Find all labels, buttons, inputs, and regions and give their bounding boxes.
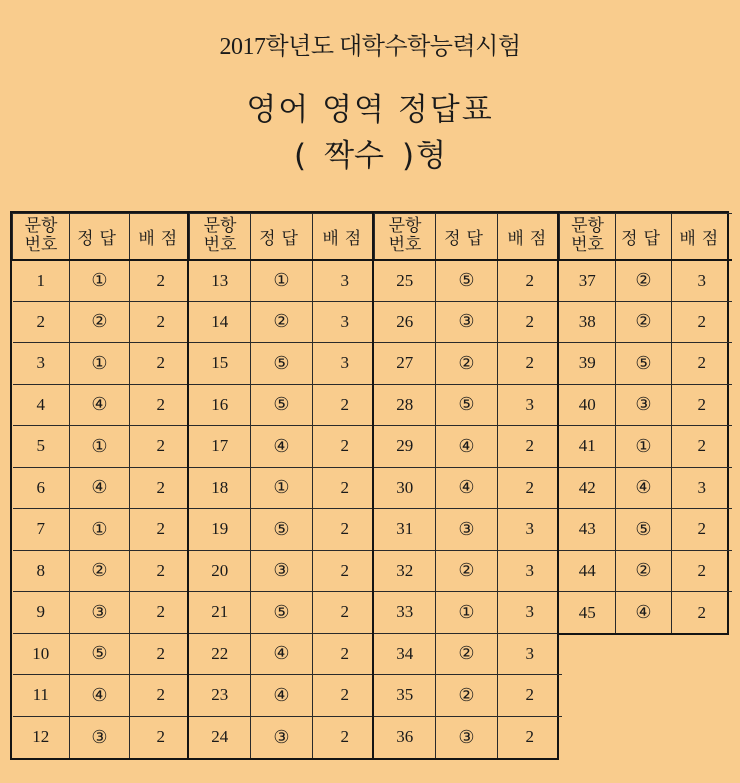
score-cell: 2 — [313, 467, 377, 509]
column-header-score: 배점 — [313, 214, 377, 260]
answer-cell: ② — [616, 550, 672, 592]
answer-cell: ⑤ — [436, 260, 498, 302]
table-row — [13, 467, 192, 509]
question-number: 11 — [13, 675, 70, 717]
score-cell: 2 — [130, 384, 192, 426]
score-cell: 2 — [130, 633, 192, 675]
table-row — [190, 509, 377, 551]
score-cell: 3 — [498, 592, 562, 634]
score-cell: 3 — [672, 467, 732, 509]
score-cell: 3 — [313, 301, 377, 343]
question-number: 31 — [375, 509, 436, 551]
score-cell: 2 — [130, 467, 192, 509]
answer-cell: ⑤ — [616, 343, 672, 385]
answer-cell: ④ — [616, 467, 672, 509]
question-number: 27 — [375, 343, 436, 385]
score-cell: 2 — [313, 509, 377, 551]
question-number: 41 — [560, 426, 616, 468]
header-row — [375, 214, 562, 260]
table-row — [560, 301, 732, 343]
answer-cell: ② — [436, 675, 498, 717]
score-cell: 2 — [672, 509, 732, 551]
answer-cell: ⑤ — [436, 384, 498, 426]
answer-cell: ④ — [251, 675, 313, 717]
score-cell: 2 — [130, 592, 192, 634]
table-row — [13, 592, 192, 634]
answer-cell: ③ — [436, 301, 498, 343]
answer-cell: ④ — [70, 675, 130, 717]
score-cell: 2 — [313, 550, 377, 592]
table-row — [13, 384, 192, 426]
answer-cell: ③ — [251, 716, 313, 758]
table-row — [375, 467, 562, 509]
answer-cell: ① — [70, 343, 130, 385]
question-number: 43 — [560, 509, 616, 551]
column-header-number-line2: 번호 — [203, 235, 237, 256]
column-header-number-line1: 문항 — [24, 216, 58, 237]
column-header-score: 배점 — [130, 214, 192, 260]
score-cell: 2 — [672, 343, 732, 385]
answer-cell: ① — [616, 426, 672, 468]
table-row — [190, 550, 377, 592]
header-row — [190, 214, 377, 260]
score-cell: 2 — [313, 633, 377, 675]
table-row — [375, 384, 562, 426]
question-number: 36 — [375, 716, 436, 758]
table-row — [13, 633, 192, 675]
column-header-number-line1: 문항 — [571, 216, 604, 237]
answer-cell: ③ — [251, 550, 313, 592]
score-cell: 2 — [498, 467, 562, 509]
question-number: 22 — [190, 633, 251, 675]
question-number: 24 — [190, 716, 251, 758]
table-row — [375, 509, 562, 551]
answer-cell: ⑤ — [251, 509, 313, 551]
question-number: 26 — [375, 301, 436, 343]
table-row — [375, 550, 562, 592]
answer-cell: ⑤ — [251, 384, 313, 426]
table-row — [375, 426, 562, 468]
score-cell: 2 — [313, 592, 377, 634]
answer-cell: ① — [251, 467, 313, 509]
answer-cell: ② — [436, 633, 498, 675]
table-row — [375, 301, 562, 343]
table-row — [375, 633, 562, 675]
answer-cell: ③ — [436, 509, 498, 551]
score-cell: 3 — [498, 384, 562, 426]
answer-group-1 — [10, 211, 189, 760]
question-number: 40 — [560, 384, 616, 426]
score-cell: 3 — [672, 260, 732, 302]
table-row — [560, 550, 732, 592]
answer-cell: ① — [251, 260, 313, 302]
exam-type-suffix: 형 — [416, 138, 447, 174]
column-header-number-line1: 문항 — [203, 216, 237, 237]
table-row — [560, 384, 732, 426]
answer-cell: ② — [70, 550, 130, 592]
question-number: 35 — [375, 675, 436, 717]
answer-cell: ① — [70, 426, 130, 468]
score-cell: 2 — [130, 716, 192, 758]
question-number: 16 — [190, 384, 251, 426]
answer-cell: ④ — [70, 384, 130, 426]
question-number: 15 — [190, 343, 251, 385]
question-number: 4 — [13, 384, 70, 426]
answer-cell: ④ — [436, 426, 498, 468]
column-header-number — [375, 214, 436, 260]
score-cell: 2 — [498, 675, 562, 717]
header-row — [560, 214, 732, 260]
question-number: 6 — [13, 467, 70, 509]
column-header-answer: 정답 — [616, 214, 672, 260]
column-header-score: 배점 — [498, 214, 562, 260]
answer-cell: ④ — [251, 633, 313, 675]
score-cell: 2 — [130, 260, 192, 302]
question-number: 1 — [13, 260, 70, 302]
question-number: 2 — [13, 301, 70, 343]
score-cell: 2 — [130, 675, 192, 717]
question-number: 21 — [190, 592, 251, 634]
question-number: 14 — [190, 301, 251, 343]
question-number: 13 — [190, 260, 251, 302]
score-cell: 2 — [130, 509, 192, 551]
column-header-score: 배점 — [672, 214, 732, 260]
table-row — [13, 550, 192, 592]
exam-type: 짝수 — [324, 138, 384, 174]
score-cell: 2 — [672, 384, 732, 426]
score-cell: 2 — [672, 426, 732, 468]
answer-cell: ③ — [70, 716, 130, 758]
answer-cell: ④ — [251, 426, 313, 468]
table-row — [560, 343, 732, 385]
question-number: 9 — [13, 592, 70, 634]
table-row — [375, 260, 562, 302]
exam-title: 2017학년도 대학수학능력시험 — [219, 34, 521, 60]
table-row — [375, 343, 562, 385]
answer-cell: ② — [70, 301, 130, 343]
question-number: 5 — [13, 426, 70, 468]
table-row — [190, 716, 377, 758]
column-header-answer: 정답 — [251, 214, 313, 260]
table-row — [190, 467, 377, 509]
question-number: 37 — [560, 260, 616, 302]
table-row — [13, 343, 192, 385]
question-number: 25 — [375, 260, 436, 302]
table-row — [13, 716, 192, 758]
score-cell: 3 — [313, 260, 377, 302]
table-row — [190, 384, 377, 426]
answer-cell: ② — [616, 301, 672, 343]
table-row — [13, 301, 192, 343]
column-header-number — [13, 214, 70, 260]
question-number: 29 — [375, 426, 436, 468]
score-cell: 3 — [313, 343, 377, 385]
column-header-number — [190, 214, 251, 260]
question-number: 17 — [190, 426, 251, 468]
table-row — [560, 426, 732, 468]
column-header-answer: 정답 — [436, 214, 498, 260]
table-row — [375, 675, 562, 717]
score-cell: 2 — [498, 260, 562, 302]
score-cell: 3 — [498, 550, 562, 592]
question-number: 33 — [375, 592, 436, 634]
question-number: 30 — [375, 467, 436, 509]
question-number: 39 — [560, 343, 616, 385]
score-cell: 2 — [672, 592, 732, 634]
answer-cell: ④ — [70, 467, 130, 509]
question-number: 3 — [13, 343, 70, 385]
answer-cell: ④ — [436, 467, 498, 509]
column-header-answer: 정답 — [70, 214, 130, 260]
question-number: 44 — [560, 550, 616, 592]
table-row — [375, 716, 562, 758]
table-row — [190, 301, 377, 343]
score-cell: 2 — [498, 301, 562, 343]
answer-cell: ① — [70, 509, 130, 551]
question-number: 28 — [375, 384, 436, 426]
score-cell: 3 — [498, 633, 562, 675]
question-number: 32 — [375, 550, 436, 592]
answer-cell: ⑤ — [251, 592, 313, 634]
answer-cell: ③ — [70, 592, 130, 634]
table-row — [13, 509, 192, 551]
column-header-number-line1: 문항 — [388, 216, 422, 237]
score-cell: 2 — [313, 384, 377, 426]
answer-cell: ④ — [616, 592, 672, 634]
question-number: 10 — [13, 633, 70, 675]
question-number: 19 — [190, 509, 251, 551]
score-cell: 2 — [313, 675, 377, 717]
column-header-number-line2: 번호 — [571, 235, 604, 256]
answer-group-3 — [372, 211, 559, 760]
score-cell: 2 — [498, 716, 562, 758]
answer-cell: ⑤ — [251, 343, 313, 385]
answer-cell: ② — [436, 550, 498, 592]
table-row — [560, 260, 732, 302]
table-row — [375, 592, 562, 634]
score-cell: 2 — [498, 426, 562, 468]
answer-cell: ② — [616, 260, 672, 302]
question-number: 38 — [560, 301, 616, 343]
answer-group-2 — [187, 211, 374, 760]
table-row — [560, 592, 732, 634]
score-cell: 2 — [130, 343, 192, 385]
table-row — [560, 509, 732, 551]
question-number: 7 — [13, 509, 70, 551]
table-row — [190, 675, 377, 717]
score-cell: 2 — [498, 343, 562, 385]
answer-cell: ③ — [436, 716, 498, 758]
answer-cell: ② — [436, 343, 498, 385]
paren-close: ) — [401, 138, 415, 174]
answer-key-title: 영어 영역 정답표 — [246, 92, 494, 128]
answer-cell: ⑤ — [70, 633, 130, 675]
table-row — [13, 675, 192, 717]
question-number: 12 — [13, 716, 70, 758]
question-number: 34 — [375, 633, 436, 675]
score-cell: 2 — [313, 716, 377, 758]
score-cell: 2 — [130, 301, 192, 343]
exam-type-title — [0, 130, 740, 175]
answer-cell: ⑤ — [616, 509, 672, 551]
header-row — [13, 214, 192, 260]
column-header-number — [560, 214, 616, 260]
question-number: 18 — [190, 467, 251, 509]
score-cell: 3 — [498, 509, 562, 551]
question-number: 45 — [560, 592, 616, 634]
column-header-number-line2: 번호 — [388, 235, 422, 256]
table-row — [13, 426, 192, 468]
table-row — [190, 260, 377, 302]
question-number: 23 — [190, 675, 251, 717]
score-cell: 2 — [313, 426, 377, 468]
table-row — [190, 343, 377, 385]
answer-group-4 — [557, 211, 729, 635]
paren-open: ( — [293, 138, 307, 174]
column-header-number-line2: 번호 — [24, 235, 58, 256]
question-number: 20 — [190, 550, 251, 592]
table-row — [190, 633, 377, 675]
answer-cell: ③ — [616, 384, 672, 426]
table-row — [13, 260, 192, 302]
score-cell: 2 — [672, 301, 732, 343]
table-row — [560, 467, 732, 509]
table-row — [190, 592, 377, 634]
answer-cell: ② — [251, 301, 313, 343]
score-cell: 2 — [130, 426, 192, 468]
question-number: 8 — [13, 550, 70, 592]
score-cell: 2 — [672, 550, 732, 592]
table-row — [190, 426, 377, 468]
answer-cell: ① — [436, 592, 498, 634]
answer-cell: ① — [70, 260, 130, 302]
question-number: 42 — [560, 467, 616, 509]
score-cell: 2 — [130, 550, 192, 592]
